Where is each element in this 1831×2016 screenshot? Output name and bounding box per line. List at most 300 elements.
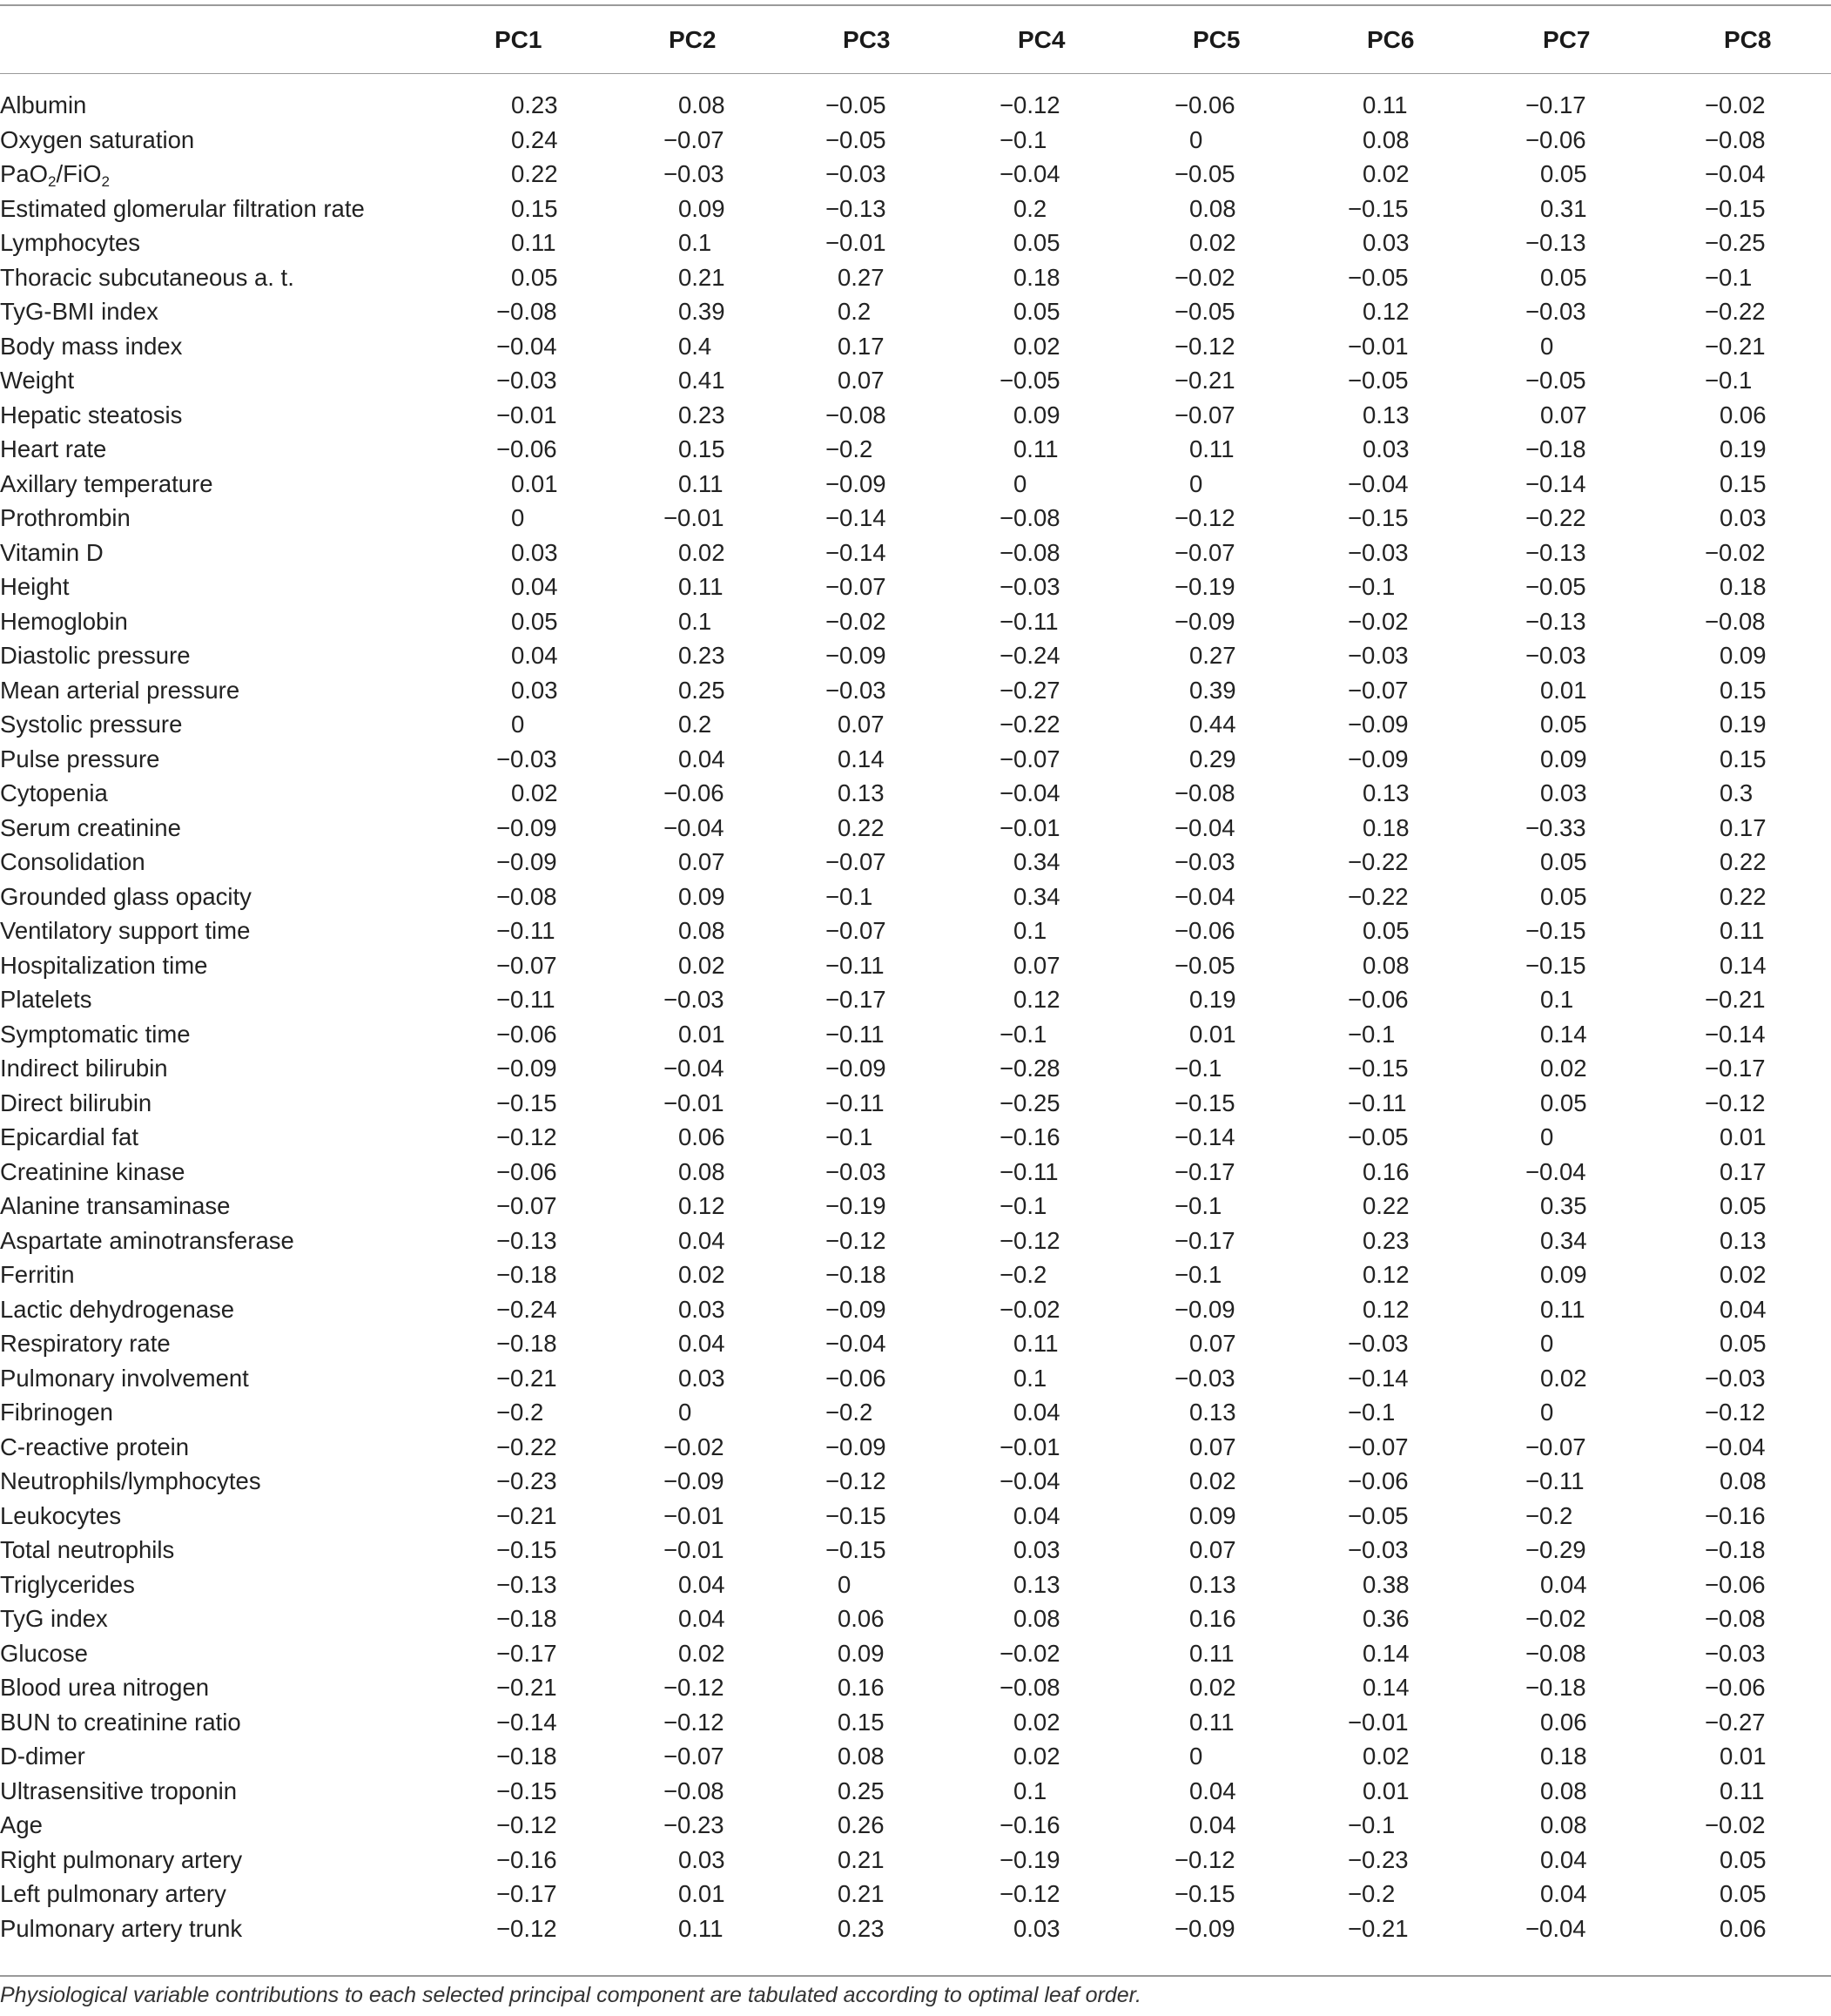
pc6-value <box>1348 467 1522 502</box>
cell-value: 0.09 <box>1540 1261 1587 1288</box>
cell-value: −0.08 <box>496 298 557 325</box>
pc8-value <box>1701 329 1794 364</box>
pc2-value <box>651 260 825 295</box>
pc5-value <box>1174 192 1348 226</box>
cell-value: −0.14 <box>825 504 886 531</box>
pc7-value <box>1522 398 1701 433</box>
pc3-value <box>825 432 1000 467</box>
pc5-value <box>1174 1705 1348 1740</box>
pc8-value <box>1701 157 1794 192</box>
cell-value: −0.09 <box>825 469 886 497</box>
pc4-value <box>1000 1017 1174 1052</box>
pc2-value <box>651 398 825 433</box>
cell-value: −0.05 <box>825 91 886 118</box>
variable-name: Hepatic steatosis <box>0 401 183 428</box>
cell-value: −0.11 <box>1000 607 1059 635</box>
cell-value: −0.16 <box>1000 1123 1060 1150</box>
cell-value: 0.14 <box>838 745 885 772</box>
pc3-value <box>825 1464 1000 1499</box>
header-pc8: PC8 <box>1724 26 1772 53</box>
cell-value: −0.01 <box>663 1501 724 1529</box>
pc3-value <box>825 467 1000 502</box>
cell-value: −0.04 <box>663 1055 724 1082</box>
pc3-value <box>825 1326 1000 1361</box>
pc2-value <box>651 1224 825 1258</box>
pc1-value <box>477 914 651 948</box>
cell-value: 0.02 <box>1363 1743 1410 1770</box>
cell-value: 0.18 <box>1540 1743 1587 1770</box>
cell-value: 0.05 <box>1540 848 1587 875</box>
pc1-value <box>477 776 651 811</box>
pc1-value <box>477 742 651 777</box>
cell-value: −0.08 <box>1175 779 1235 806</box>
pc4-value <box>1000 123 1174 158</box>
cell-value: 0 <box>1189 469 1203 497</box>
pc2-value <box>651 776 825 811</box>
pc5-value <box>1174 1326 1348 1361</box>
cell-value: −0.2 <box>1000 1261 1047 1288</box>
cell-value: 0.03 <box>678 1845 725 1873</box>
pc6-value <box>1348 982 1522 1017</box>
pc1-value <box>477 845 651 880</box>
variable-name: Oxygen saturation <box>0 125 195 153</box>
cell-value: 0.09 <box>678 194 725 222</box>
pc8-value <box>1701 1705 1794 1740</box>
cell-value: −0.05 <box>1348 1123 1409 1150</box>
cell-value: 0.03 <box>1013 1536 1060 1563</box>
pc5-value <box>1174 432 1348 467</box>
cell-value: 0.19 <box>1720 711 1767 738</box>
cell-value: −0.07 <box>825 848 886 875</box>
cell-value: 0.34 <box>1013 848 1060 875</box>
cell-value: 0.38 <box>1363 1570 1410 1598</box>
pc8-value <box>1701 123 1794 158</box>
pc3-value <box>825 707 1000 742</box>
pc8-value <box>1701 845 1794 880</box>
table-row <box>0 398 1794 433</box>
cell-value: −0.14 <box>825 538 886 566</box>
pc1-value <box>477 1189 651 1224</box>
pc4-value <box>1000 914 1174 948</box>
pc6-value <box>1348 432 1522 467</box>
cell-value: 0.02 <box>1363 160 1410 187</box>
cell-value: 0.22 <box>1720 882 1767 910</box>
pc4-value <box>1000 1120 1174 1155</box>
variable-name: Epicardial fat <box>0 1123 138 1150</box>
cell-value: −0.09 <box>825 1055 886 1082</box>
pc6-value <box>1348 880 1522 914</box>
pc6-value <box>1348 638 1522 673</box>
pc1-value <box>477 501 651 536</box>
pc6-value <box>1348 226 1522 260</box>
pc7-value <box>1522 1843 1701 1878</box>
pc5-value <box>1174 398 1348 433</box>
cell-value: 0 <box>678 1399 692 1426</box>
cell-value: 0.14 <box>1363 1639 1410 1667</box>
pc7-value <box>1522 1911 1701 1946</box>
header-pc2: PC2 <box>669 26 717 53</box>
cell-value: −0.13 <box>825 194 886 222</box>
pc3-value <box>825 1361 1000 1396</box>
pc8-value <box>1701 1601 1794 1636</box>
cell-value: 0.05 <box>1720 1845 1767 1873</box>
cell-value: 0.07 <box>1540 401 1587 428</box>
cell-value: 0.11 <box>1540 1295 1585 1323</box>
table-row <box>0 1051 1794 1086</box>
pc8-value <box>1701 707 1794 742</box>
pc6-value <box>1348 501 1522 536</box>
pc4-value <box>1000 604 1174 639</box>
pc1-value <box>477 363 651 398</box>
pc4-value <box>1000 570 1174 604</box>
table-row <box>0 776 1794 811</box>
table-row <box>0 604 1794 639</box>
cell-value: 0.11 <box>678 469 724 497</box>
pc7-value <box>1522 811 1701 846</box>
pc1-value <box>477 1705 651 1740</box>
cell-value: 0.13 <box>1363 779 1410 806</box>
cell-value: −0.09 <box>1348 711 1409 738</box>
cell-value: 0.1 <box>678 607 712 635</box>
pc4-value <box>1000 157 1174 192</box>
pc5-value <box>1174 1395 1348 1430</box>
table-row <box>0 294 1794 329</box>
variable-name: TyG index <box>0 1605 108 1632</box>
cell-value: 0.11 <box>1189 1708 1235 1736</box>
pc6-value <box>1348 1843 1522 1878</box>
cell-value: −0.16 <box>1705 1501 1766 1529</box>
pc1-value <box>477 880 651 914</box>
header-pc4: PC4 <box>1018 26 1066 53</box>
cell-value: −0.02 <box>1705 91 1766 118</box>
cell-value: −0.03 <box>1348 642 1409 669</box>
cell-value: −0.15 <box>1525 951 1586 979</box>
pc3-value <box>825 1155 1000 1190</box>
cell-value: −0.07 <box>1175 401 1235 428</box>
cell-value: −0.01 <box>1348 332 1409 360</box>
pc6-value <box>1348 1155 1522 1190</box>
pc6-value <box>1348 1120 1522 1155</box>
variable-name: Pulmonary involvement <box>0 1364 249 1392</box>
cell-value: −0.03 <box>496 367 557 394</box>
cell-value: 0.02 <box>678 1639 725 1667</box>
pc5-value <box>1174 1464 1348 1499</box>
cell-value: 0.31 <box>1540 194 1587 222</box>
cell-value: −0.15 <box>1175 1089 1235 1116</box>
variable-name: Respiratory rate <box>0 1330 171 1357</box>
cell-value: −0.05 <box>1175 951 1235 979</box>
cell-value: −0.09 <box>825 1433 886 1460</box>
cell-value: −0.04 <box>1000 1467 1060 1494</box>
table-row <box>0 192 1794 226</box>
cell-value: −0.21 <box>1705 986 1766 1013</box>
pc2-value <box>651 880 825 914</box>
cell-value: −0.01 <box>1000 1433 1060 1460</box>
pc4-value <box>1000 1430 1174 1465</box>
cell-value: −0.01 <box>825 229 886 256</box>
pc1-value <box>477 1155 651 1190</box>
pc3-value <box>825 1636 1000 1671</box>
pc6-value <box>1348 1499 1522 1534</box>
pc4-value <box>1000 1568 1174 1602</box>
cell-value: 0.05 <box>1013 229 1060 256</box>
cell-value: −0.07 <box>1348 676 1409 704</box>
pc4-value <box>1000 1843 1174 1878</box>
cell-value: −0.06 <box>1175 917 1235 944</box>
cell-value: −0.12 <box>825 1467 886 1494</box>
cell-value: 0.23 <box>1363 1226 1410 1254</box>
cell-value: −0.03 <box>1348 538 1409 566</box>
variable-name: C-reactive protein <box>0 1433 190 1460</box>
cell-value: −0.04 <box>1705 160 1766 187</box>
pc4-value <box>1000 1326 1174 1361</box>
pc6-value <box>1348 1292 1522 1327</box>
pc6-value <box>1348 329 1522 364</box>
pc4-value <box>1000 1224 1174 1258</box>
table-row <box>0 226 1794 260</box>
cell-value: −0.17 <box>1525 91 1586 118</box>
pc7-value <box>1522 1705 1701 1740</box>
table-row <box>0 467 1794 502</box>
cell-value: −0.24 <box>1000 642 1060 669</box>
pc7-value <box>1522 1739 1701 1774</box>
pc7-value <box>1522 1774 1701 1809</box>
table-footnote: Physiological variable contributions to each selected principal component are tabulated according to optimal leaf order. <box>0 1983 1141 2007</box>
cell-value: −0.04 <box>496 332 557 360</box>
pc2-value <box>651 1086 825 1121</box>
pc5-value <box>1174 845 1348 880</box>
pc4-value <box>1000 432 1174 467</box>
pc1-value <box>477 1120 651 1155</box>
cell-value: 0.27 <box>838 263 885 291</box>
cell-value: 0.01 <box>1540 676 1587 704</box>
pc2-value <box>651 1843 825 1878</box>
cell-value: −0.06 <box>825 1364 886 1392</box>
cell-value: −0.03 <box>1348 1536 1409 1563</box>
cell-value: 0.11 <box>1013 435 1059 462</box>
table-row <box>0 914 1794 948</box>
cell-value: −0.01 <box>663 1536 724 1563</box>
pc8-value <box>1701 1326 1794 1361</box>
cell-value: −0.01 <box>1348 1708 1409 1736</box>
cell-value: 0.04 <box>1189 1811 1236 1838</box>
cell-value: 0.23 <box>838 1914 885 1942</box>
table-row <box>0 742 1794 777</box>
cell-value: 0.11 <box>678 573 724 600</box>
pc2-value <box>651 1601 825 1636</box>
pc2-value <box>651 1361 825 1396</box>
pc1-value <box>477 536 651 570</box>
pc3-value <box>825 260 1000 295</box>
cell-value: 0.01 <box>1720 1743 1767 1770</box>
pc8-value <box>1701 1257 1794 1292</box>
pc7-value <box>1522 192 1701 226</box>
pc3-value <box>825 845 1000 880</box>
cell-value: 0.03 <box>511 676 558 704</box>
pc6-value <box>1348 673 1522 708</box>
cell-value: −0.05 <box>1175 160 1235 187</box>
table-row <box>0 673 1794 708</box>
table-row <box>0 1120 1794 1155</box>
pc6-value <box>1348 1774 1522 1809</box>
pc4-value <box>1000 1257 1174 1292</box>
pc3-value <box>825 880 1000 914</box>
cell-value: −0.17 <box>1705 1055 1766 1082</box>
cell-value: −0.12 <box>663 1674 724 1701</box>
pc3-value <box>825 570 1000 604</box>
cell-value: −0.01 <box>496 401 557 428</box>
cell-value: −0.05 <box>1348 1501 1409 1529</box>
pc4-value <box>1000 1051 1174 1086</box>
variable-name: Left pulmonary artery <box>0 1880 226 1907</box>
cell-value: −0.18 <box>1705 1536 1766 1563</box>
pc3-value <box>825 1189 1000 1224</box>
cell-value: −0.03 <box>1175 1364 1235 1392</box>
pc6-value <box>1348 1568 1522 1602</box>
cell-value: −0.04 <box>1525 1157 1586 1185</box>
cell-value: 0.08 <box>838 1743 885 1770</box>
cell-value: −0.09 <box>496 813 557 841</box>
cell-value: −0.17 <box>825 986 886 1013</box>
cell-value: 0.01 <box>1189 1020 1236 1048</box>
cell-value: 0.06 <box>1720 1914 1767 1942</box>
cell-value: 0.04 <box>1540 1845 1587 1873</box>
cell-value: −0.08 <box>1000 538 1060 566</box>
cell-value: −0.14 <box>1525 469 1586 497</box>
cell-value: −0.1 <box>1175 1192 1222 1219</box>
cell-value: −0.03 <box>1525 298 1586 325</box>
pc8-value <box>1701 1464 1794 1499</box>
pc7-value <box>1522 363 1701 398</box>
variable-name: Aspartate aminotransferase <box>0 1226 294 1254</box>
cell-value: 0.02 <box>1189 1674 1236 1701</box>
cell-value: 0.15 <box>1720 469 1767 497</box>
cell-value: 0.11 <box>511 229 556 256</box>
cell-value: 0.02 <box>678 538 725 566</box>
cell-value: −0.21 <box>496 1364 557 1392</box>
pc3-value <box>825 1739 1000 1774</box>
cell-value: 0.04 <box>511 642 558 669</box>
variable-name: Weight <box>0 367 75 394</box>
cell-value: −0.1 <box>1000 1192 1047 1219</box>
cell-value: 0.02 <box>678 1261 725 1288</box>
pc6-value <box>1348 742 1522 777</box>
pc4-value <box>1000 1636 1174 1671</box>
pc8-value <box>1701 1051 1794 1086</box>
table-row <box>0 1189 1794 1224</box>
cell-value: 0.05 <box>1540 711 1587 738</box>
cell-value: 0.02 <box>1189 1467 1236 1494</box>
cell-value: 0.05 <box>1013 298 1060 325</box>
pc5-value <box>1174 1670 1348 1705</box>
pc1-value <box>477 604 651 639</box>
cell-value: 0.03 <box>1363 229 1410 256</box>
pc5-value <box>1174 1533 1348 1568</box>
cell-value: −0.1 <box>1348 1811 1396 1838</box>
table-row <box>0 948 1794 983</box>
cell-value: 0.18 <box>1013 263 1060 291</box>
pc5-value <box>1174 1636 1348 1671</box>
cell-value: −0.18 <box>496 1261 557 1288</box>
cell-value: −0.03 <box>496 745 557 772</box>
pc4-value <box>1000 71 1174 123</box>
pc7-value <box>1522 1017 1701 1052</box>
pc1-value <box>477 71 651 123</box>
table-row <box>0 1636 1794 1671</box>
variable-name: Lactic dehydrogenase <box>0 1295 235 1323</box>
table-row <box>0 432 1794 467</box>
table-row <box>0 1705 1794 1740</box>
table-row <box>0 1877 1794 1911</box>
cell-value: 0.19 <box>1720 435 1767 462</box>
pc7-value <box>1522 1292 1701 1327</box>
cell-value: 0.15 <box>678 435 725 462</box>
cell-value: −0.03 <box>1348 1330 1409 1357</box>
pc4-value <box>1000 638 1174 673</box>
cell-value: 0.04 <box>1189 1777 1236 1804</box>
header-pc1: PC1 <box>495 26 542 53</box>
cell-value: 0.08 <box>1720 1467 1767 1494</box>
pc4-value <box>1000 1877 1174 1911</box>
cell-value: −0.07 <box>825 917 886 944</box>
pc6-value <box>1348 260 1522 295</box>
pc7-value <box>1522 1568 1701 1602</box>
pc4-value <box>1000 948 1174 983</box>
cell-value: 0.17 <box>1720 813 1767 841</box>
cell-value: 0.07 <box>838 711 885 738</box>
cell-value: 0.36 <box>1363 1605 1410 1632</box>
pc8-value <box>1701 71 1794 123</box>
pc4-value <box>1000 1808 1174 1843</box>
cell-value: 0.21 <box>838 1845 885 1873</box>
cell-value: −0.02 <box>663 1433 724 1460</box>
cell-value: −0.15 <box>1348 1055 1409 1082</box>
pc2-value <box>651 467 825 502</box>
pc7-value <box>1522 1326 1701 1361</box>
pc7-value <box>1522 982 1701 1017</box>
cell-value: 0.02 <box>511 779 558 806</box>
cell-value: −0.14 <box>1705 1020 1766 1048</box>
pc5-value <box>1174 1155 1348 1190</box>
pc4-value <box>1000 776 1174 811</box>
cell-value: 0.03 <box>1540 779 1587 806</box>
cell-value: 0.2 <box>838 298 872 325</box>
pc8-value <box>1701 363 1794 398</box>
pc7-value <box>1522 707 1701 742</box>
pc4-value <box>1000 1464 1174 1499</box>
pc2-value <box>651 1774 825 1809</box>
pc7-value <box>1522 157 1701 192</box>
variable-name: Systolic pressure <box>0 711 183 738</box>
pc7-value <box>1522 467 1701 502</box>
cell-value: 0.03 <box>1720 504 1767 531</box>
pc3-value <box>825 1257 1000 1292</box>
pc3-value <box>825 1670 1000 1705</box>
pc4-value <box>1000 192 1174 226</box>
table-row <box>0 1568 1794 1602</box>
cell-value: 0.19 <box>1189 986 1236 1013</box>
cell-value: 0.01 <box>511 469 558 497</box>
cell-value: −0.13 <box>1525 229 1586 256</box>
pc1-value <box>477 1257 651 1292</box>
cell-value: −0.17 <box>1175 1226 1235 1254</box>
pc1-value <box>477 1670 651 1705</box>
cell-value: −0.06 <box>496 435 557 462</box>
pc8-value <box>1701 1155 1794 1190</box>
cell-value: 0.04 <box>678 745 725 772</box>
cell-value: −0.09 <box>663 1467 724 1494</box>
pc2-value <box>651 363 825 398</box>
